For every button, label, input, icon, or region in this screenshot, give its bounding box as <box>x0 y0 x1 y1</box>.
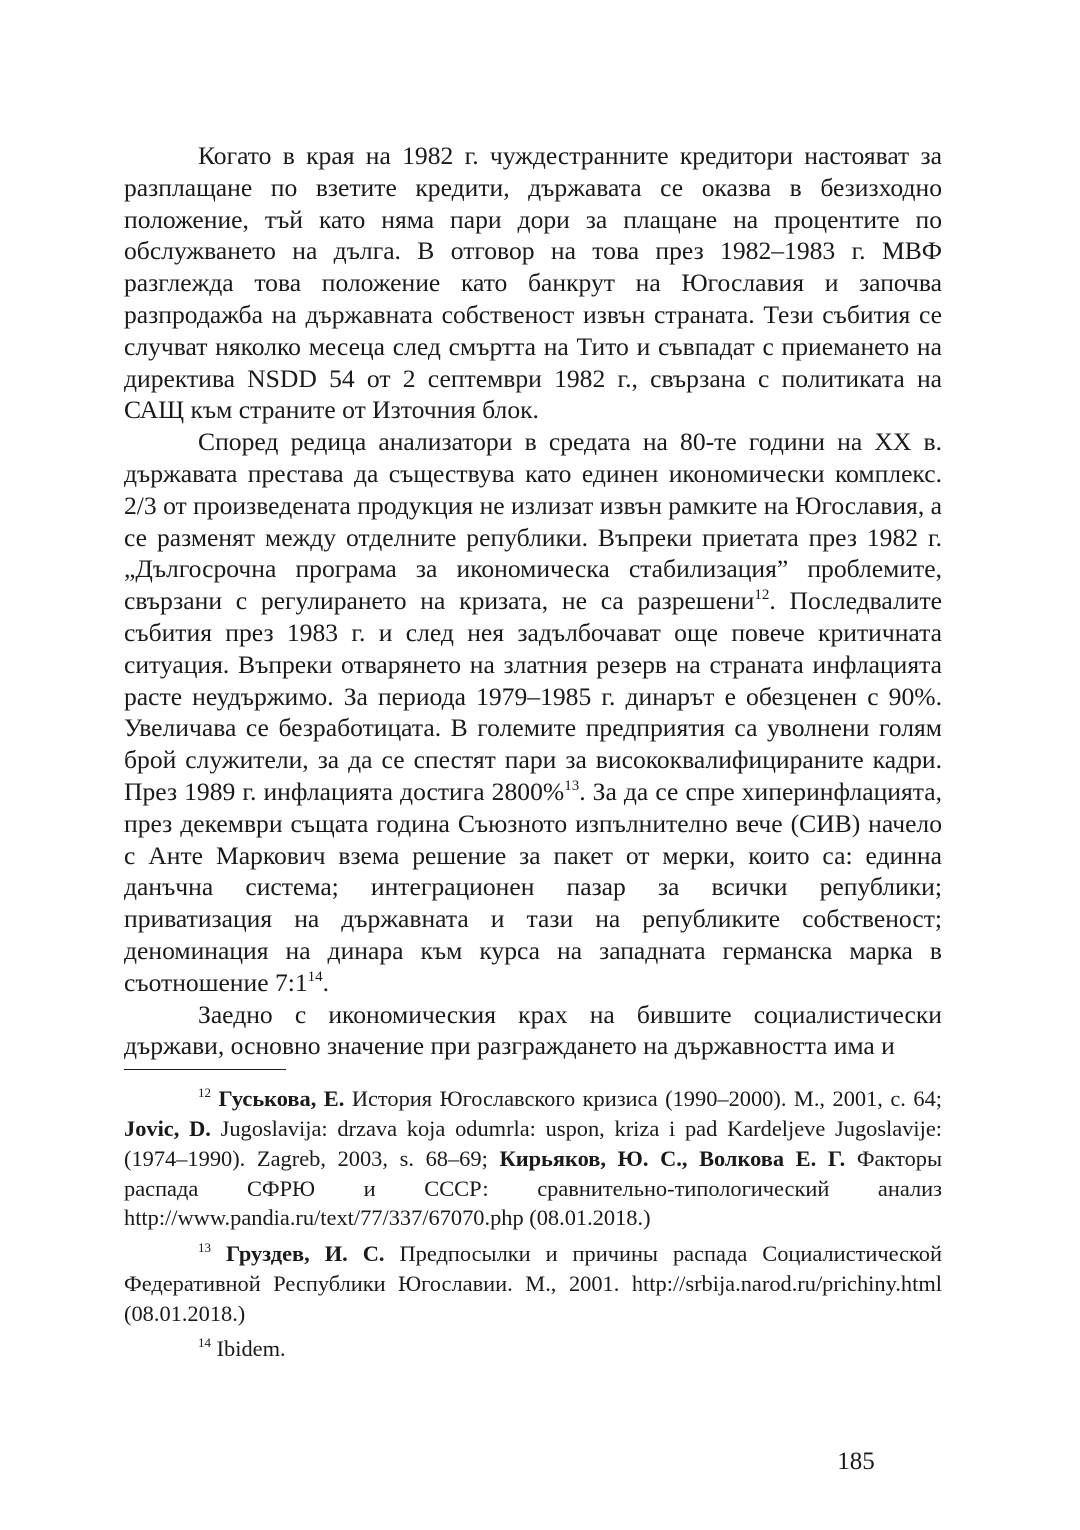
paragraph-2-text-d: . <box>322 967 330 997</box>
footnote-13-text: Предпосылки и причины распада Социалистической Федеративной Республики Югославии. М., 2001. http://srbija.narod.ru/prichiny.html (08.01.2018.) <box>124 1241 942 1326</box>
paragraph-3 <box>124 999 942 1063</box>
footnote-12-text-1: История Югославского кризиса (1990–2000). М., 2001, с. 64; <box>344 1086 943 1112</box>
footnote-14 <box>124 1334 942 1364</box>
footnote-14-number: 14 <box>198 1335 211 1351</box>
paragraph-2-text-b: . Последвалите събития през 1983 г. и след нея задълбочават още повече критичната ситуация. Въпреки отварянето на златния резерв на страната инфлацията расте неудържимо. За периода 1979–1985 г. динарът е обезценен с 90%. Увеличава се безработицата. В големите предприятия са уволнени голям брой служители, за да се спестят пари за висококвалифицираните кадри. През 1989 г. инфлацията достига 2800% <box>124 586 942 806</box>
footnote-ref-14[interactable]: 14 <box>307 968 323 985</box>
footnote-12 <box>124 1084 942 1233</box>
footnote-12-author-2: Jovic, D. <box>124 1115 211 1141</box>
footnote-12-text-3: Факторы распада СФРЮ и СССР: сравнительно-типологический анализ http://www.pandia.ru/text/77/337/67070.php (08.01.2018.) <box>124 1145 942 1231</box>
footnote-12-author-1: Гуськова, Е. <box>218 1086 345 1112</box>
page-number: 185 <box>837 1448 875 1475</box>
footnote-13-number: 13 <box>198 1240 211 1256</box>
paragraph-1 <box>124 140 942 426</box>
paragraph-2 <box>124 426 942 998</box>
footnote-13 <box>124 1239 942 1328</box>
footnote-12-number: 12 <box>198 1085 211 1101</box>
paragraph-2-text-c: . За да се спре хиперинфлацията, през декември същата година Съюзното изпълнително вече (СИВ) начело с Анте Маркович взема решение за пакет от мерки, които са: единна данъчна система; интеграционен пазар за всички републики; приватизация на държавната и тази на републиките собственост; деноминация на динара към курса на западната германска марка в съотношение 7:1 <box>124 776 942 997</box>
paragraph-2-text-a: Според редица анализатори в средата на 80-те години на XX в. държавата престава да съществува като единен икономически комплекс. 2/3 от произведената продукция не излизат извън рамките на Югославия, а се разменят между отделните републики. Въпреки приетата през 1982 г. „Дългосрочна програма за икономическа стабилизация” проблемите, свързани с регулирането на кризата, не са разрешени <box>124 427 942 616</box>
footnote-12-author-3: Кирьяков, Ю. С., Волкова Е. Г. <box>499 1145 846 1171</box>
footnote-ref-13[interactable]: 13 <box>564 777 580 794</box>
footnote-separator <box>124 1069 286 1070</box>
footnote-13-author: Груздев, И. С. <box>225 1241 385 1267</box>
paragraph-3-text: Заедно с икономическия крах на бившите социалистически държави, основно значение при разграждането на държавността има и <box>124 999 942 1061</box>
footnote-ref-12[interactable]: 12 <box>754 587 770 604</box>
footnote-12-text-2: Jugoslavija: drzava koja odumrla: uspon, kriza i pad Kardeljeve Jugoslavije: (1974–1990). Zagreb, 2003, s. 68–69; <box>124 1115 942 1171</box>
footnote-14-text: Ibidem. <box>211 1336 286 1362</box>
paragraph-1-text: Когато в края на 1982 г. чуждестранните кредитори настояват за разплащане по взетите кредити, държавата се оказва в безизходно положение, тъй като няма пари дори за плащане на процентите по обслужването на дълга. В отговор на това през 1982–1983 г. МВФ разглежда това положение като банкрут на Югославия и започва разпродажба на държавната собственост извън страната. Тези събития се случват няколко месеца след смъртта на Тито и съвпадат с приемането на директива NSDD 54 от 2 септември 1982 г., свързана с политиката на САЩ към страните от Източния блок. <box>124 141 942 425</box>
page-content <box>124 140 942 1370</box>
